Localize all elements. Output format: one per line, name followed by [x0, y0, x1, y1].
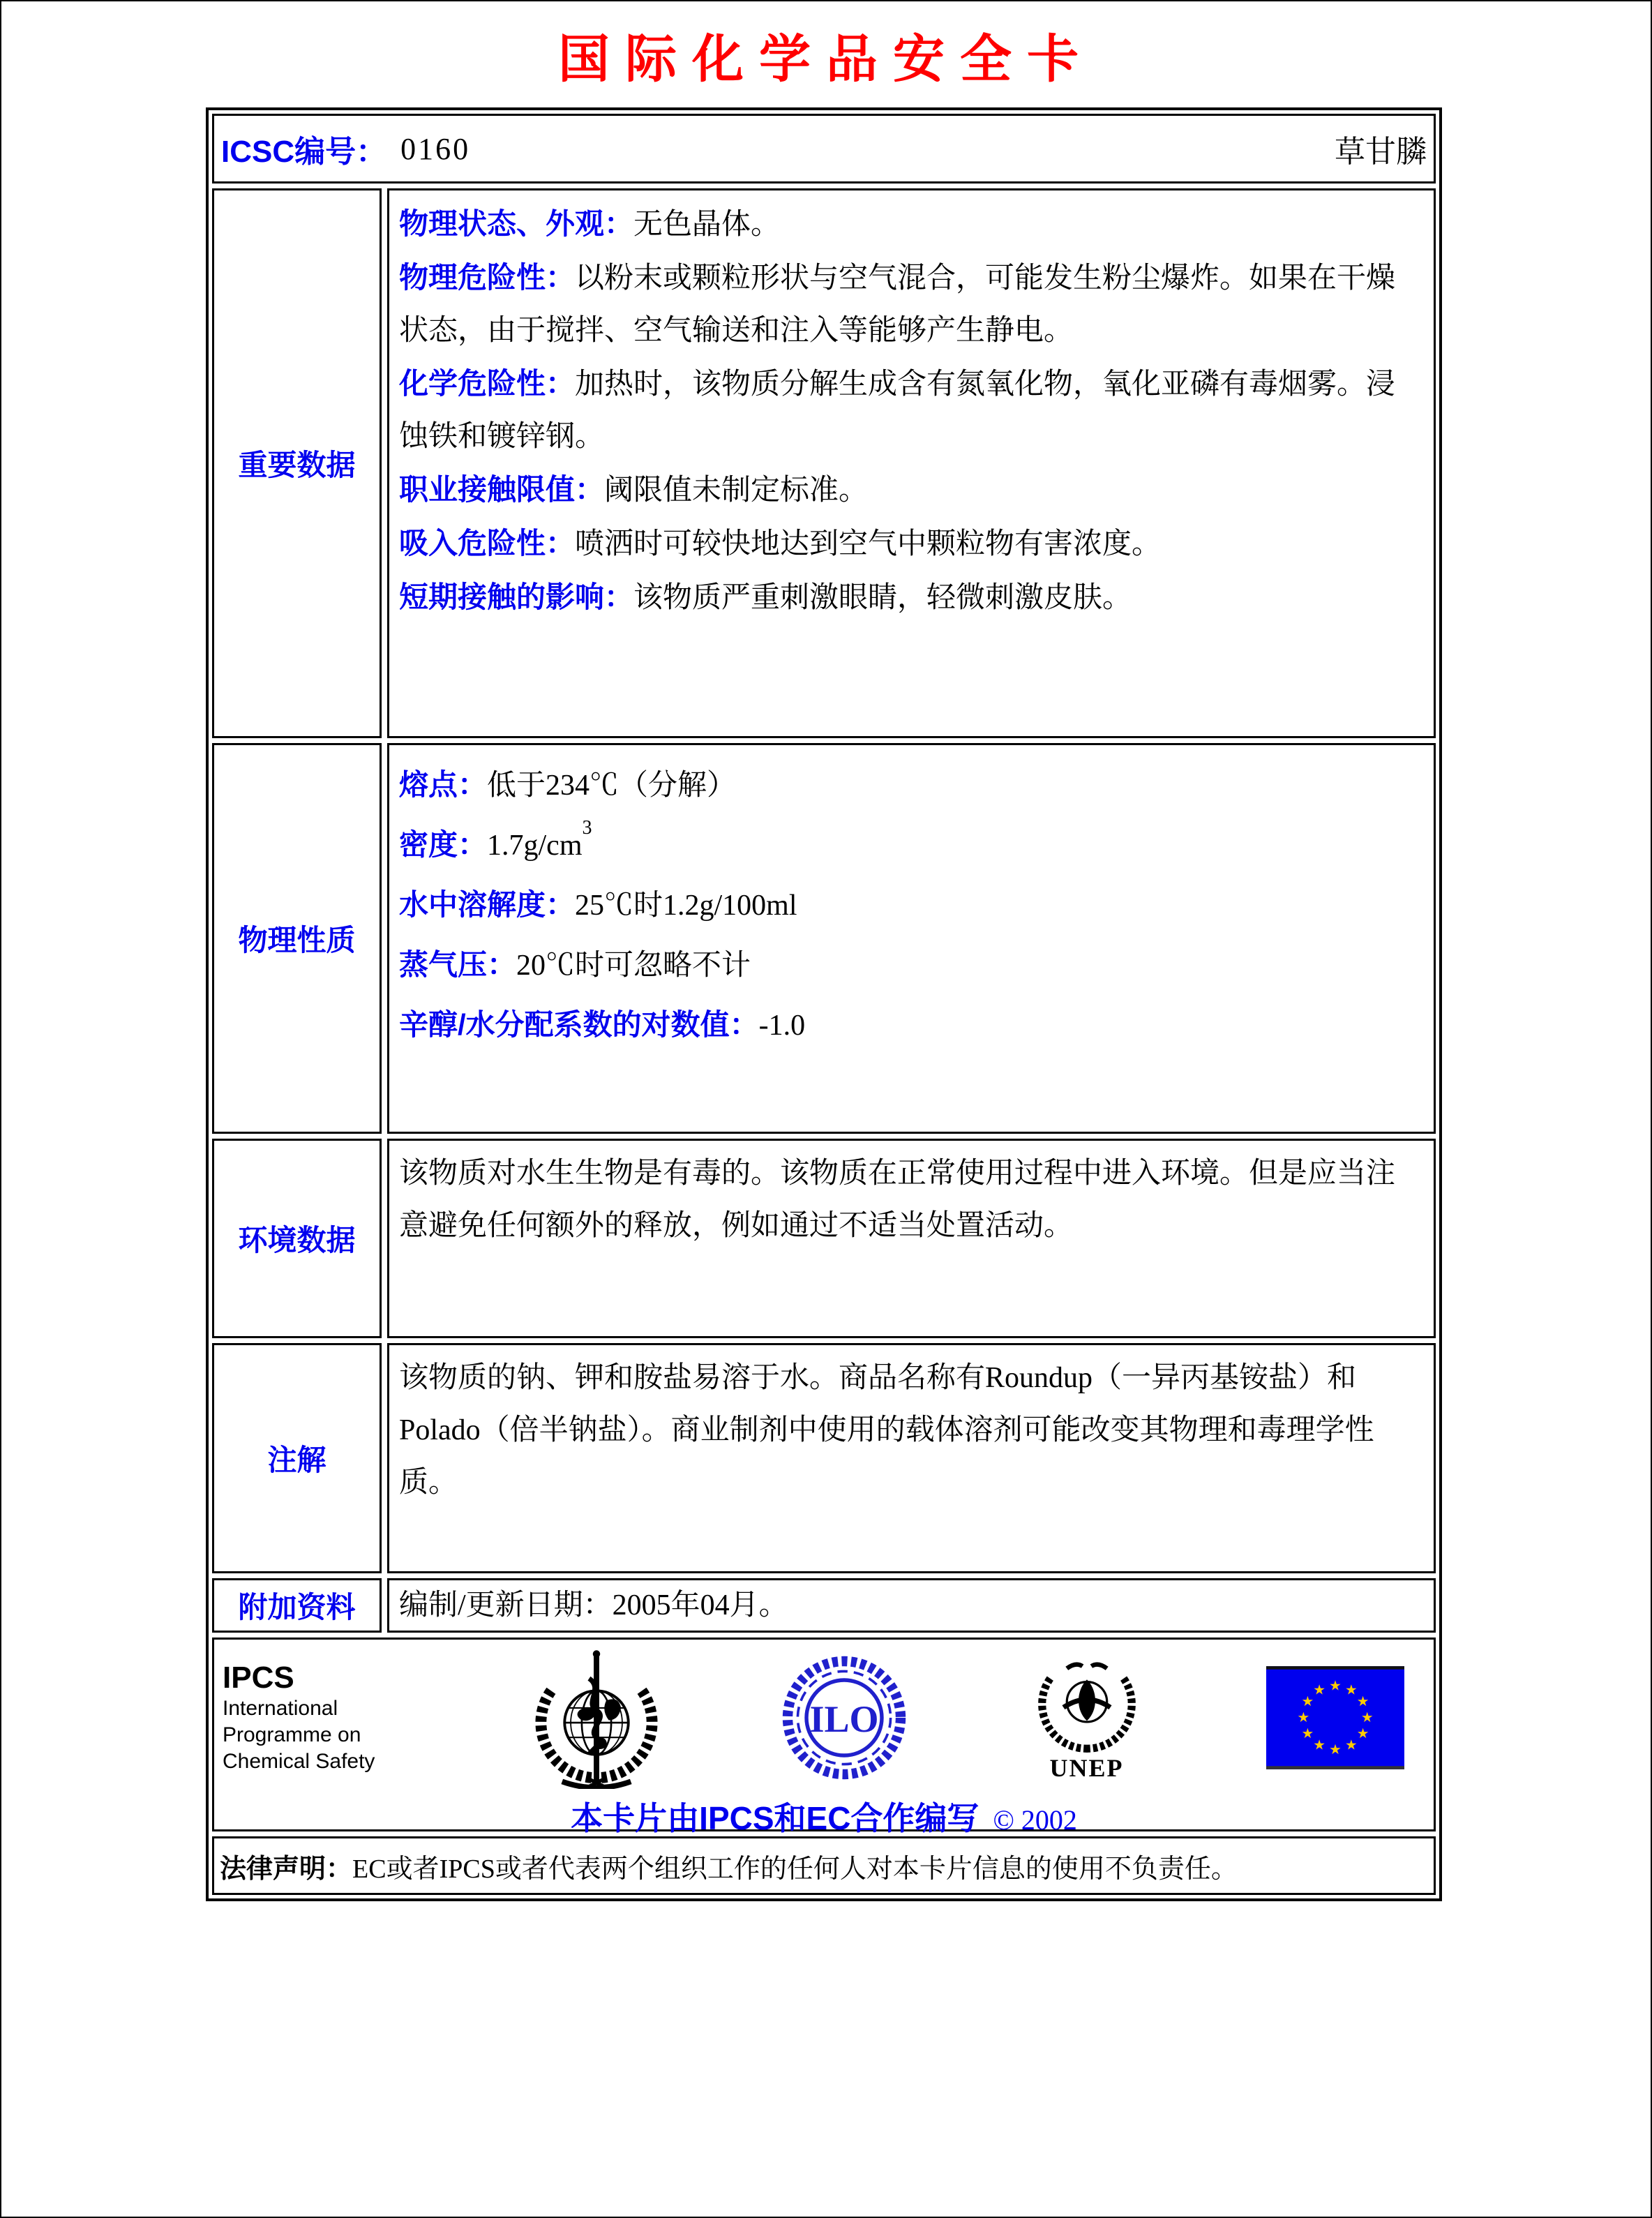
ipcs-desc-line: Programme on	[223, 1723, 361, 1746]
svg-text:★: ★	[1297, 1709, 1310, 1726]
ipcs-desc-line: Chemical Safety	[223, 1750, 375, 1773]
unep-logo-icon	[1031, 1653, 1143, 1783]
svg-text:★: ★	[1313, 1737, 1326, 1753]
section-label-text: 重要数据	[238, 449, 356, 481]
svg-text:★: ★	[1329, 1677, 1342, 1694]
section-content-notes	[387, 1343, 1436, 1573]
svg-text:★: ★	[1313, 1681, 1326, 1698]
svg-text:★: ★	[1360, 1709, 1374, 1726]
svg-text:ILO: ILO	[809, 1698, 879, 1740]
credit-line	[214, 1793, 1434, 1839]
icsc-number-label: ICSC编号：	[221, 135, 387, 169]
row-physical-properties	[212, 743, 1436, 1134]
property-item: 辛醇/水分配系数的对数值：-1.0	[399, 1008, 806, 1042]
ipcs-acronym: IPCS	[223, 1661, 294, 1695]
chemical-name: 草甘膦	[1335, 135, 1427, 169]
row-additional-info	[212, 1578, 1436, 1633]
legal-notice-text: EC或者IPCS或者代表两个组织工作的任何人对本卡片信息的使用不负责任。	[352, 1854, 1238, 1884]
property-item: 水中溶解度：25℃时1.2g/100ml	[399, 888, 797, 922]
page-title: 国际化学品安全卡	[558, 31, 1094, 89]
section-label-text: 环境数据	[238, 1224, 356, 1257]
svg-text:★: ★	[1301, 1693, 1314, 1710]
row-notes	[212, 1343, 1436, 1573]
svg-text:★: ★	[1301, 1725, 1314, 1741]
section-label-text: 物理性质	[238, 924, 356, 957]
section-content-physical-properties	[387, 743, 1436, 1134]
data-item: 职业接触限值：阈限值未制定标准。	[399, 473, 869, 507]
row-logos	[212, 1638, 1436, 1836]
section-label-text: 附加资料	[238, 1591, 356, 1624]
svg-text:★: ★	[1356, 1725, 1369, 1741]
unep-caption: UNEP	[1049, 1754, 1124, 1782]
who-logo-icon	[535, 1647, 658, 1789]
section-label-physical-properties	[212, 743, 382, 1134]
svg-text:★: ★	[1344, 1737, 1358, 1753]
data-item: 短期接触的影响：该物质严重刺激眼睛，轻微刺激皮肤。	[399, 580, 1132, 614]
section-content-environmental-data	[387, 1139, 1436, 1338]
update-date: 编制/更新日期：2005年04月。	[399, 1589, 788, 1621]
ipcs-text-block	[223, 1661, 411, 1775]
row-important-data	[212, 188, 1436, 738]
icsc-number-value: 0160	[400, 131, 471, 166]
svg-text:★: ★	[1344, 1681, 1358, 1698]
row-legal-notice	[212, 1836, 1436, 1895]
unep-emblem	[1031, 1653, 1143, 1758]
icsc-table	[206, 107, 1442, 1901]
section-label-important-data	[212, 188, 382, 738]
ilo-logo-icon	[781, 1649, 907, 1787]
data-item: 吸入危险性：喷洒时可较快地达到空气中颗粒物有害浓度。	[399, 527, 1162, 560]
svg-text:★: ★	[1356, 1693, 1369, 1710]
ipcs-desc-line: International	[223, 1697, 338, 1720]
paragraph: 该物质对水生生物是有毒的。该物质在正常使用过程中进入环境。但是应当注意避免任何额外的释放，例如通过不适当处置活动。	[399, 1157, 1396, 1242]
logos-line	[214, 1640, 1434, 1788]
svg-text:★: ★	[1329, 1741, 1342, 1758]
property-item: 熔点：低于234℃（分解）	[399, 768, 737, 802]
legal-notice-label: 法律声明：	[220, 1854, 353, 1884]
data-item: 化学危险性：加热时，该物质分解生成含有氮氧化物，氧化亚磷有毒烟雾。浸蚀铁和镀锌钢。	[399, 367, 1396, 453]
paragraph: 该物质的钠、钾和胺盐易溶于水。商品名称有Roundup（一异丙基铵盐）和 Polado（倍半钠盐）。商业制剂中使用的载体溶剂可能改变其物理和毒理学性质。	[399, 1362, 1374, 1499]
data-item: 物理危险性：以粉末或颗粒形状与空气混合，可能发生粉尘爆炸。如果在干燥状态，由于搅拌、空气输送和注入等能够产生静电。	[399, 261, 1396, 347]
property-item: 密度：$1.7g/cm^3$	[399, 816, 592, 862]
section-content-additional-info	[387, 1578, 1436, 1633]
section-label-notes	[212, 1343, 382, 1573]
data-item: 物理状态、外观：无色晶体。	[399, 207, 781, 241]
eu-flag-icon	[1266, 1666, 1404, 1769]
section-label-environmental-data	[212, 1139, 382, 1338]
section-label-additional-info	[212, 1578, 382, 1633]
header-row	[212, 114, 1436, 183]
row-environmental-data	[212, 1139, 1436, 1338]
credit-text: 本卡片由IPCS和EC合作编写	[571, 1800, 979, 1836]
section-label-text: 注解	[267, 1444, 326, 1476]
property-item: 蒸气压：20℃时可忽略不计	[399, 948, 751, 982]
credit-year: © 2002	[993, 1804, 1077, 1836]
section-content-important-data	[387, 188, 1436, 738]
